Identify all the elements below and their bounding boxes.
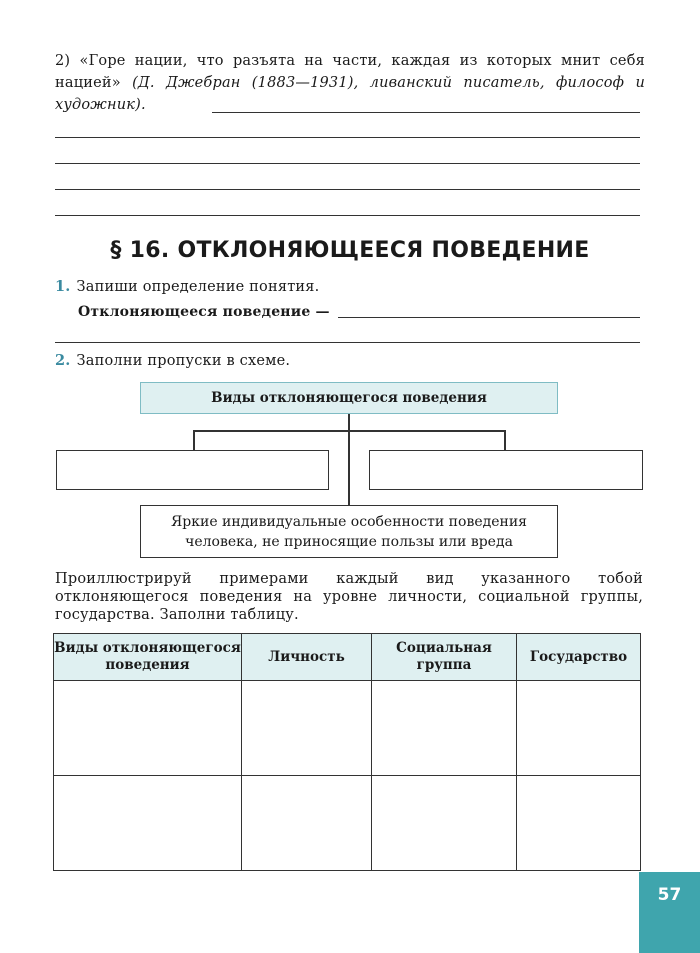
section-title: § 16. ОТКЛОНЯЮЩЕЕСЯ ПОВЕДЕНИЕ	[110, 238, 590, 263]
quote-text: «Горе нации, что разъята на части, каждая из которых мнит себя нацией»	[55, 53, 645, 91]
table-cell[interactable]	[242, 776, 372, 871]
table-cell[interactable]	[372, 776, 517, 871]
task-text: Заполни пропуски в схеме.	[76, 353, 291, 369]
table-header-cell: Виды отклоняющегося поведения	[54, 634, 242, 681]
diagram-connector	[193, 430, 505, 432]
diagram-blank-box-right[interactable]	[369, 450, 643, 490]
table-cell[interactable]	[54, 681, 242, 776]
task-2	[55, 352, 290, 369]
table-row	[54, 776, 641, 871]
table-header-row	[54, 634, 641, 681]
page-number: 57	[639, 872, 700, 953]
diagram-connector	[348, 414, 350, 505]
answer-line[interactable]	[55, 215, 640, 216]
answer-line[interactable]	[55, 137, 640, 138]
answer-line[interactable]	[55, 342, 640, 343]
diagram-root-box: Виды отклоняющегося поведения	[140, 382, 558, 414]
diagram-connector	[193, 430, 195, 451]
table-cell[interactable]	[242, 681, 372, 776]
examples-table	[53, 633, 641, 871]
task-number: 2.	[55, 352, 71, 369]
answer-line[interactable]	[55, 189, 640, 190]
task-text: Запиши определение понятия.	[76, 279, 320, 295]
diagram-blank-box-left[interactable]	[56, 450, 329, 490]
table-instruction: Проиллюстрируй примерами каждый вид указанного тобой отклоняющегося поведения на уровне личности, социальной группы, государства. Заполни таблицу.	[55, 571, 643, 623]
answer-line[interactable]	[55, 163, 640, 164]
quote-author: (Д. Джебран (1883—1931), ливанский писатель, философ и художник).	[55, 75, 645, 113]
diagram-bottom-box: Яркие индивидуальные особенности поведения человека, не приносящие пользы или вреда	[140, 505, 558, 558]
table-header-cell: Социальная группа	[372, 634, 517, 681]
task-number: 1.	[55, 278, 71, 295]
table-cell[interactable]	[517, 776, 641, 871]
table-cell[interactable]	[54, 776, 242, 871]
term-label: Отклоняющееся поведение —	[78, 304, 330, 320]
quote-exercise	[55, 50, 645, 116]
table-header-cell: Государство	[517, 634, 641, 681]
quote-number: 2)	[55, 53, 71, 69]
table-row	[54, 681, 641, 776]
table-cell[interactable]	[517, 681, 641, 776]
answer-line[interactable]	[212, 112, 640, 113]
table-cell[interactable]	[372, 681, 517, 776]
task-1	[55, 278, 319, 295]
diagram-connector	[504, 430, 506, 451]
answer-line[interactable]	[338, 317, 640, 318]
table-header-cell: Личность	[242, 634, 372, 681]
